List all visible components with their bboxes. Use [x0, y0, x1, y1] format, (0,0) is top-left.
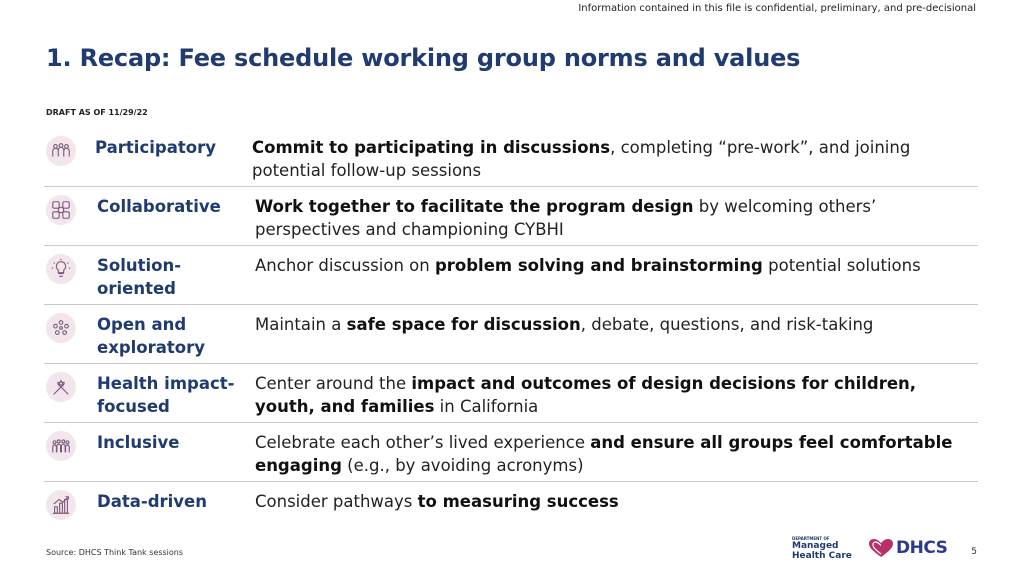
- norm-description: Work together to facilitate the program design by welcoming others’ perspectives and championing CYBHI: [255, 197, 877, 239]
- norm-row-inclusive: [44, 423, 978, 482]
- norm-row-participatory: [44, 128, 978, 187]
- diverse-people-icon: [46, 431, 76, 461]
- bar-chart-icon: [46, 490, 76, 520]
- mhc-line-1: Managed: [792, 541, 839, 551]
- norm-description: Celebrate each other’s lived experience and ensure all groups feel comfortable engaging (e.g., by avoiding acronyms): [255, 433, 953, 475]
- heart-icon: [868, 538, 894, 558]
- draft-date: DRAFT AS OF 11/29/22: [46, 108, 148, 117]
- norm-row-collaborative: [44, 187, 978, 246]
- health-hands-icon: [46, 372, 76, 402]
- handshake-circle-icon: [46, 195, 76, 225]
- norm-row-data-driven: [44, 482, 978, 540]
- norm-label: Collaborative: [97, 197, 221, 216]
- norm-row-open-exploratory: [44, 305, 978, 364]
- norm-description: Commit to participating in discussions, completing “pre-work”, and joining potential follow-up sessions: [252, 138, 911, 180]
- norm-row-solution-oriented: [44, 246, 978, 305]
- page-title: 1. Recap: Fee schedule working group norms and values: [46, 44, 801, 72]
- dhcs-logo: [868, 538, 947, 558]
- norm-label: Participatory: [95, 138, 216, 157]
- people-group-icon: [46, 136, 76, 166]
- mhc-line-2: Health Care: [792, 551, 852, 561]
- norm-description: Maintain a safe space for discussion, debate, questions, and risk-taking: [255, 315, 874, 334]
- dhcs-wordmark: DHCS: [896, 538, 948, 558]
- discussion-group-icon: [46, 313, 76, 343]
- norm-description: Consider pathways to measuring success: [255, 492, 619, 511]
- mhc-dept-text: DEPARTMENT OF: [792, 536, 830, 541]
- norm-row-health-impact: [44, 364, 978, 423]
- managed-health-care-logo: [792, 536, 854, 562]
- lightbulb-icon: [46, 254, 76, 284]
- norms-table: [44, 128, 978, 540]
- source-note: Source: DHCS Think Tank sessions: [46, 548, 184, 557]
- page-number: 5: [971, 547, 977, 557]
- norm-label: Solution-oriented: [97, 256, 182, 298]
- norm-label: Health impact-focused: [97, 374, 235, 416]
- norm-label: Inclusive: [97, 433, 180, 452]
- norm-description: Anchor discussion on problem solving and brainstorming potential solutions: [255, 256, 921, 275]
- norm-description: Center around the impact and outcomes of design decisions for children, youth, and families in California: [255, 374, 917, 416]
- confidentiality-notice: Information contained in this file is confidential, preliminary, and pre-decisional: [578, 3, 976, 14]
- norm-label: Data-driven: [97, 492, 207, 511]
- norm-label: Open and exploratory: [97, 315, 206, 357]
